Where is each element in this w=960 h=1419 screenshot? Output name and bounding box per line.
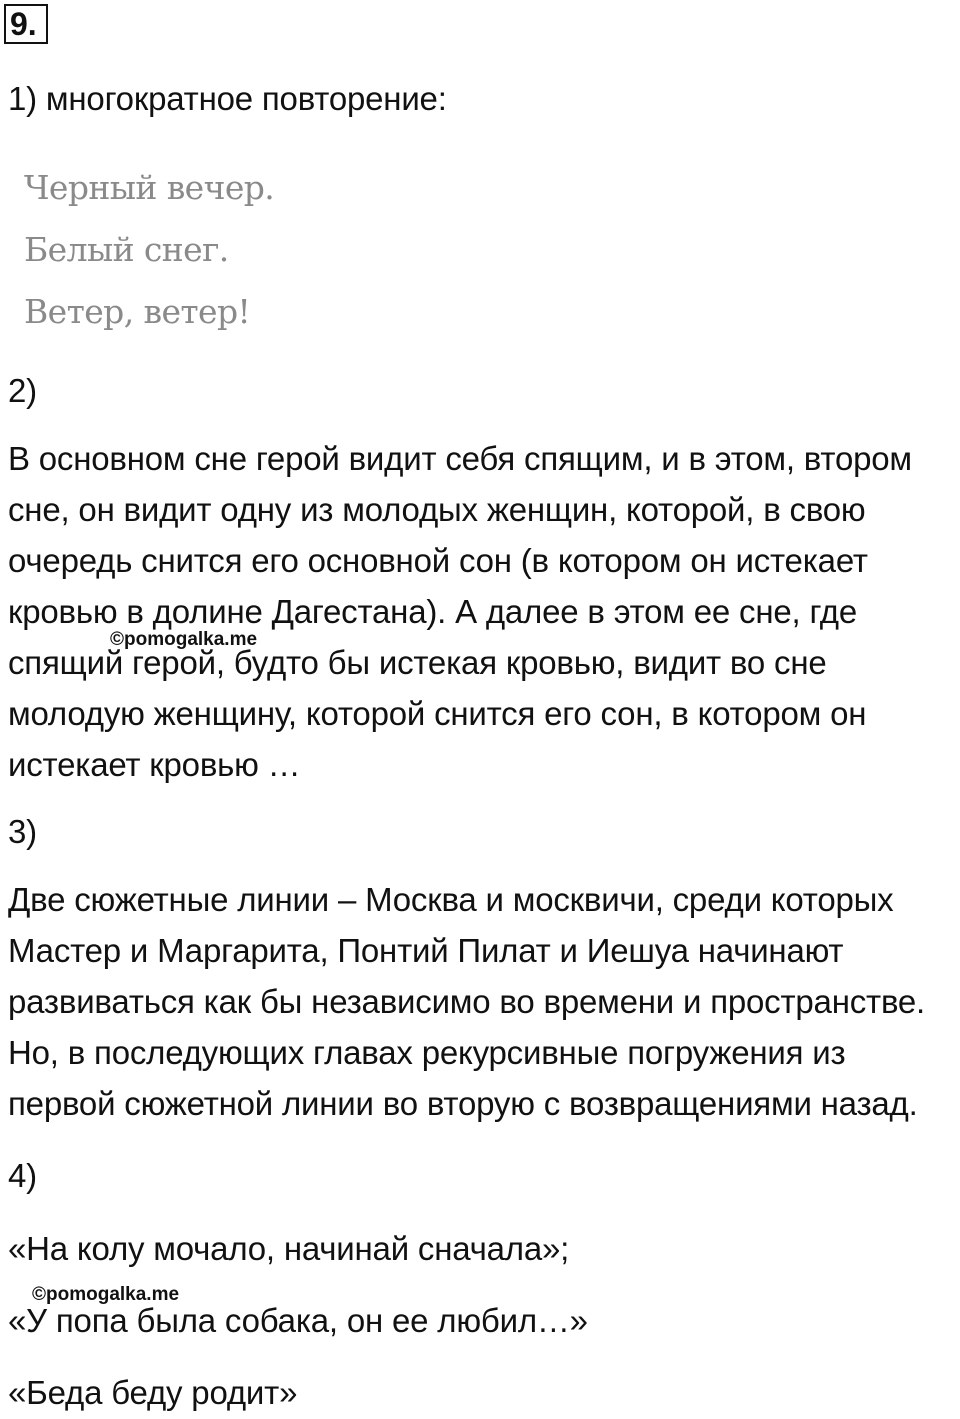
- section3-heading: 3): [8, 813, 37, 850]
- paragraph-line: Две сюжетные линии – Москва и москвичи, среди которых: [8, 881, 894, 918]
- section4-heading: 4): [8, 1157, 37, 1194]
- paragraph-line: Но, в последующих главах рекурсивные погружения из: [8, 1034, 846, 1071]
- paragraph-line: В основном сне герой видит себя спящим, и в этом, втором: [8, 440, 912, 477]
- paragraph-line: сне, он видит одну из молодых женщин, которой, в свою: [8, 491, 866, 528]
- saying-line: «У попа была собака, он ее любил…»: [8, 1302, 588, 1339]
- section1-heading: 1) многократное повторение:: [8, 80, 447, 117]
- task-number-box: [4, 4, 48, 44]
- paragraph-line: первой сюжетной линии во вторую с возвращениями назад.: [8, 1085, 918, 1122]
- watermark: ©pomogalka.me: [110, 629, 258, 650]
- saying-line: «На колу мочало, начинай сначала»;: [8, 1230, 570, 1267]
- poem-line: Ветер, ветер!: [24, 292, 251, 331]
- section2-heading: 2): [8, 372, 37, 409]
- task-number: 9.: [10, 6, 37, 42]
- paragraph-line: истекает кровью …: [8, 746, 301, 783]
- watermark: ©pomogalka.me: [32, 1284, 180, 1305]
- paragraph-line: кровью в долине Дагестана). А далее в этом ее сне, где: [8, 593, 858, 630]
- paragraph-line: очередь снится его основной сон (в котором он истекает: [8, 542, 868, 579]
- poem-line: Белый снег.: [24, 230, 229, 269]
- paragraph-line: развиваться как бы независимо во времени и пространстве.: [8, 983, 926, 1020]
- paragraph-line: спящий герой, будто бы истекая кровью, видит во сне: [8, 644, 827, 681]
- paragraph-line: Мастер и Маргарита, Понтий Пилат и Иешуа начинают: [8, 932, 844, 969]
- saying-line: «Беда беду родит»: [8, 1374, 298, 1411]
- paragraph-line: молодую женщину, которой снится его сон, в котором он: [8, 695, 867, 732]
- poem-line: Черный вечер.: [24, 168, 275, 207]
